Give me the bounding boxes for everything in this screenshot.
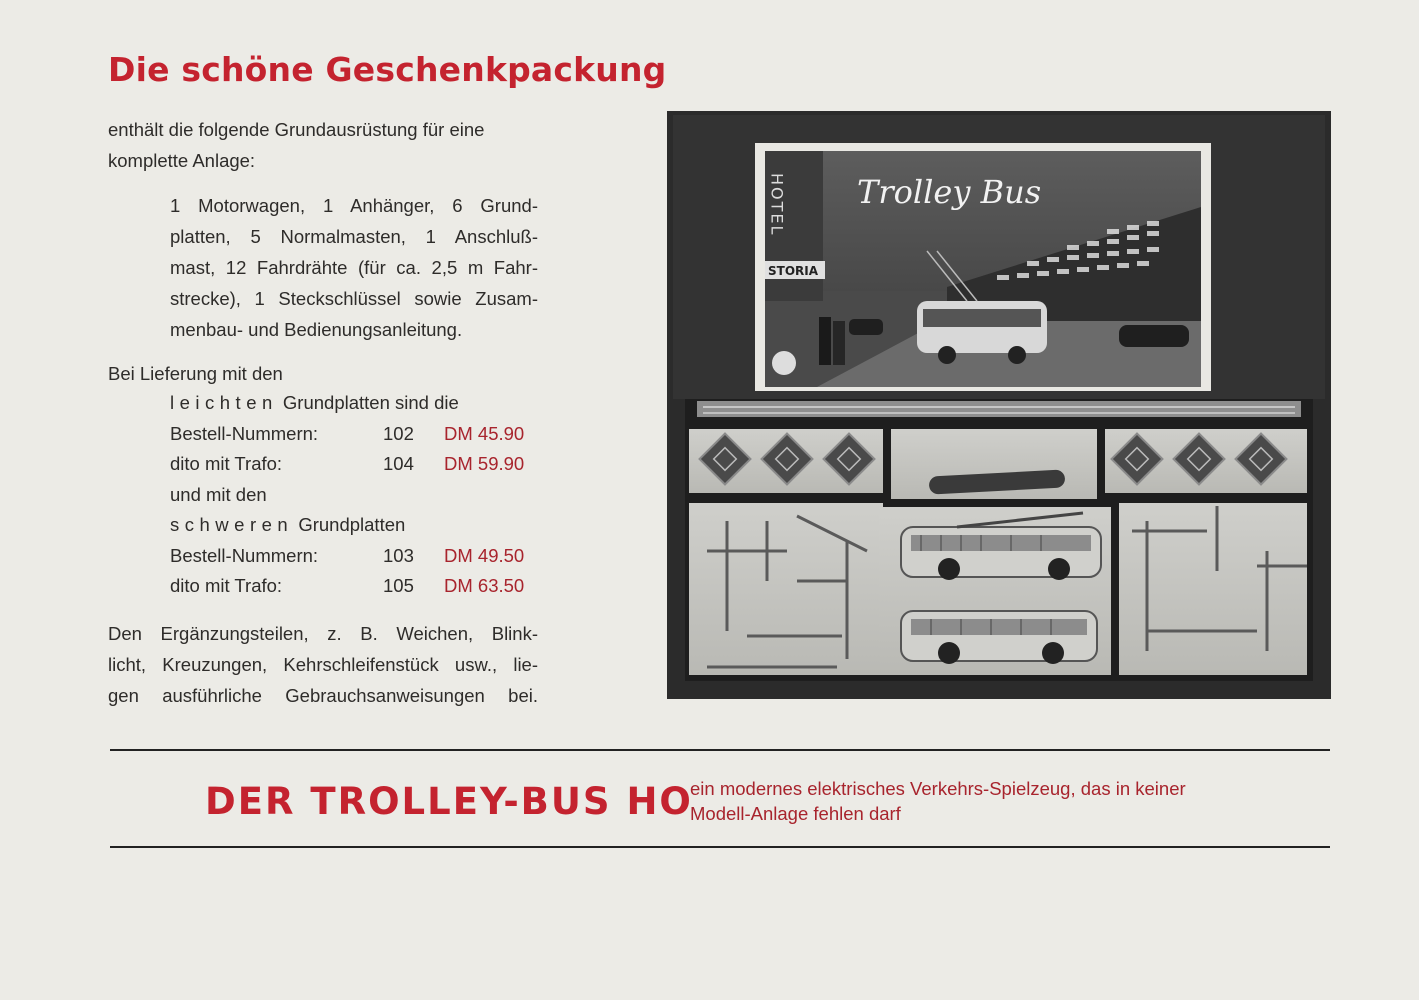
divider-bottom <box>110 846 1330 848</box>
supplement-line: licht, Kreuzungen, Kehrschleifenstück usw., lie- <box>108 654 538 675</box>
order-number: 102 <box>383 422 414 444</box>
delivery-intro: Bei Lieferung mit den <box>108 363 283 384</box>
contents-list <box>170 190 538 345</box>
supplement-line: Den Ergänzungsteilen, z. B. Weichen, Blink- <box>108 623 538 644</box>
storia-sign: STORIA <box>768 264 819 278</box>
divider-top <box>110 749 1330 751</box>
tagline-line: ein modernes elektrisches Verkehrs-Spielzeug, das in keiner <box>690 778 1186 799</box>
tagline <box>690 776 1186 826</box>
heavy-rest: Grundplatten <box>293 514 406 535</box>
light-word: leichten <box>170 392 278 413</box>
heavy-word: schweren <box>170 514 294 535</box>
order-label: Bestell-Nummern: <box>170 544 319 566</box>
order-price: DM 49.50 <box>444 544 525 566</box>
order-label: dito mit Trafo: <box>170 575 283 596</box>
order-number: 103 <box>383 544 414 566</box>
intro-line: enthält die folgende Grundausrüstung für eine <box>108 119 485 140</box>
order-price: DM 59.90 <box>444 453 525 474</box>
light-rest: Grundplatten sind die <box>277 392 459 413</box>
intro-line: komplette Anlage: <box>108 150 256 171</box>
hotel-sign: HOTEL <box>767 173 787 237</box>
page-heading: Die schöne Geschenkpackung <box>108 50 667 89</box>
box-lid-picture <box>755 143 1211 391</box>
brand-title: DER TROLLEY-BUS HO <box>205 780 693 823</box>
contents-line: 1 Motorwagen, 1 Anhänger, 6 Grund- <box>170 195 538 216</box>
order-price: DM 45.90 <box>444 422 525 444</box>
box-logo: Trolley Bus <box>857 173 1042 211</box>
supplement-line: gen ausführliche Gebrauchsanweisungen bei. <box>108 685 538 706</box>
tagline-line: Modell-Anlage fehlen darf <box>690 803 901 824</box>
order-number: 105 <box>383 575 414 596</box>
trailer-coach <box>901 611 1097 664</box>
contents-line: platten, 5 Normalmasten, 1 Anschluß- <box>170 226 538 247</box>
contents-line: strecke), 1 Steckschlüssel sowie Zusam- <box>170 288 538 309</box>
contents-line: menbau- und Bedienungsanleitung. <box>170 319 463 340</box>
order-label: Bestell-Nummern: <box>170 422 319 444</box>
product-box-photo <box>667 111 1331 699</box>
order-price: DM 63.50 <box>444 575 525 596</box>
contents-line: mast, 12 Fahrdrähte (für ca. 2,5 m Fahr- <box>170 257 538 278</box>
order-number: 104 <box>383 453 414 474</box>
intro-text <box>108 114 484 176</box>
supplement-text <box>108 618 538 711</box>
order-label: dito mit Trafo: <box>170 453 283 474</box>
